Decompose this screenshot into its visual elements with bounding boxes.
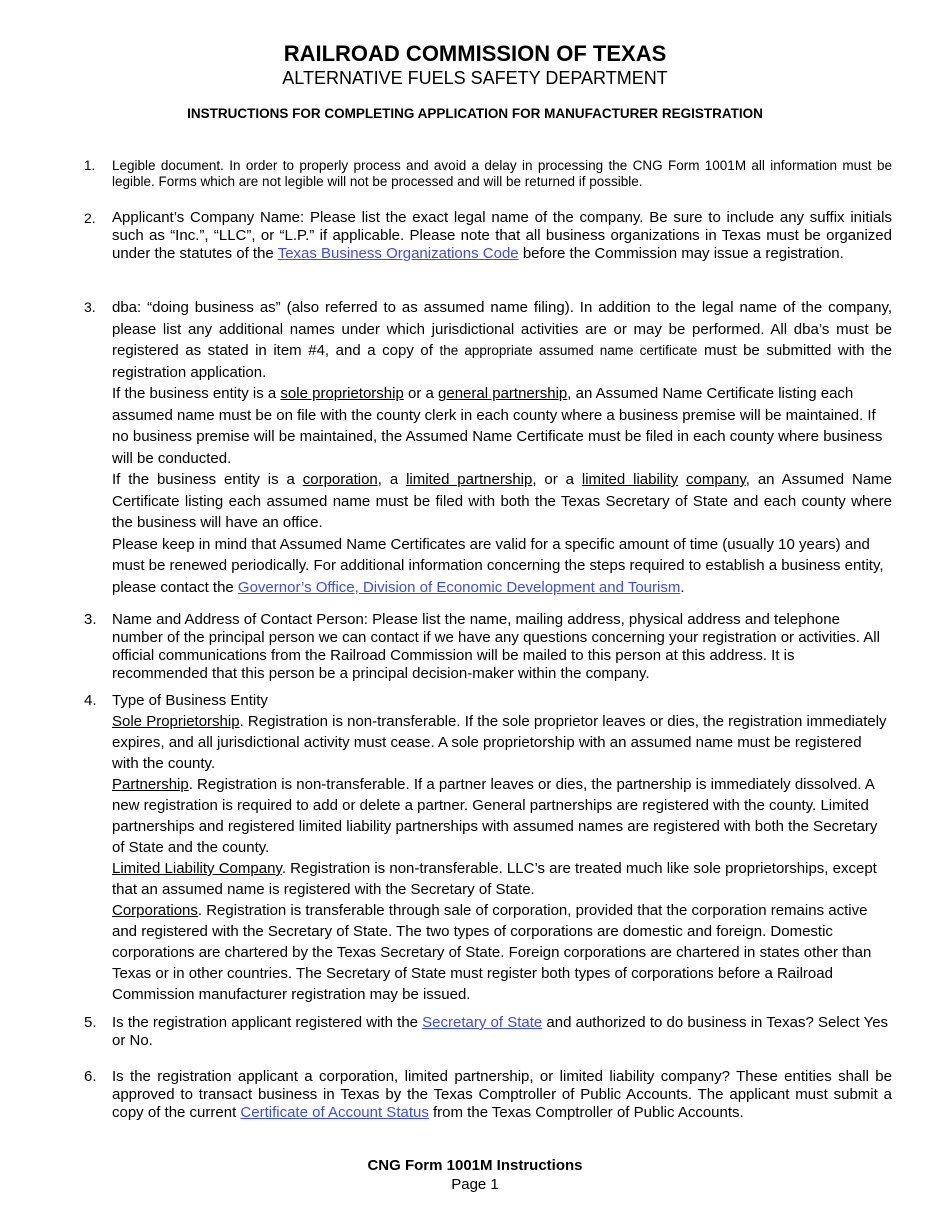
text-span: before the Commission may issue a registration. <box>518 245 844 262</box>
item-number: 5. <box>84 1014 97 1031</box>
text-span: the appropriate assumed name certificate <box>439 343 698 358</box>
item-paragraph <box>112 297 892 383</box>
text-span: . Registration is non-transferable. LLC’s are treated much like sole proprietorships, except that an assumed name is registered with the Secretary of State. <box>112 860 877 898</box>
item-number: 4. <box>84 692 97 709</box>
text-span: . <box>680 578 685 596</box>
text-span: Is the registration applicant a corporation, limited partnership, or limited liability company? These entities shall be approved to transact business in Texas by the Texas Comptroller of Public Accounts. The applicant must submit a copy of the current <box>112 1068 892 1121</box>
item-number: 3. <box>84 299 96 315</box>
item-paragraph <box>112 469 892 534</box>
item-text <box>112 1068 892 1122</box>
item-paragraph: Name and Address of Contact Person: Please list the name, mailing address, physical address and telephone number of the principal person we can contact if we have any questions concerning your registration or activities. All official communications from the Railroad Commission will be mailed to this person at this address. It is recommended that this person be a principal decision-maker within the company. <box>112 611 880 682</box>
text-span: If the business entity is a <box>112 385 281 402</box>
underlined-term: sole proprietorship <box>280 385 404 402</box>
underlined-term: Partnership <box>112 776 189 793</box>
secretary-of-state-link[interactable]: Secretary of State <box>422 1014 543 1031</box>
item-text <box>112 158 892 190</box>
text-span: Applicant’s Company Name: Please list the exact legal name of the company. Be sure to include any suffix initials such as “Inc.”, “LLC”, or “L.P.” if applicable. Please note that all business organizations in Texas must be organized under the statutes of the <box>112 209 892 262</box>
text-span: and authorized to do business in Texas? Select Yes or No. <box>112 1014 889 1049</box>
item-paragraph: Legible document. In order to properly process and avoid a delay in processing the CNG Form 1001M all information must be legible. Forms which are not legible will not be processed and will be returned if possible. <box>112 158 892 189</box>
texas-business-organizations-code-link[interactable]: Texas Business Organizations Code <box>277 245 519 262</box>
item-paragraph <box>112 383 892 469</box>
item-paragraph <box>112 209 892 263</box>
text-span: Is the registration applicant registered with the <box>112 1014 423 1031</box>
text-span: . Registration is transferable through sale of corporation, provided that the corporation remains active and registered with the Secretary of State. The two types of corporations are domestic and foreign. Domestic corporations are chartered by the Texas Secretary of State. Foreign corporations are chartered in states other than Texas or in other countries. The Secretary of State must register both types of corporations before a Railroad Commission manufacturer registration may be issued. <box>112 902 872 1003</box>
governors-office-link[interactable]: Governor’s Office, Division of Economic Development and Tourism <box>237 578 681 596</box>
underlined-term: company <box>686 471 746 488</box>
footer-title: CNG Form 1001M Instructions <box>367 1157 583 1174</box>
certificate-of-account-status-link[interactable]: Certificate of Account Status <box>240 1104 429 1121</box>
document-subtitle: ALTERNATIVE FUELS SAFETY DEPARTMENT <box>282 68 668 88</box>
underlined-term: Corporations <box>112 902 198 919</box>
underlined-term: corporation, <box>302 471 382 488</box>
item-heading: Type of Business Entity <box>112 692 268 709</box>
item-number: 6. <box>84 1068 97 1085</box>
text-span: a <box>381 471 407 488</box>
item-number: 3. <box>84 611 97 628</box>
text-span: from the Texas Comptroller of Public Accounts. <box>428 1104 744 1121</box>
item-paragraph <box>112 858 892 900</box>
text-span <box>678 471 686 488</box>
item-paragraph <box>112 900 892 1005</box>
item-paragraph <box>112 711 892 774</box>
underlined-term: Limited Liability Company <box>112 860 282 877</box>
text-span: . Registration is non-transferable. If the sole proprietor leaves or dies, the registration immediately expires, and all jurisdictional activity must cease. A sole proprietorship with an assumed name must be registered with the county. <box>112 713 887 772</box>
text-span: or a <box>403 385 439 402</box>
underlined-term: limited partnership <box>406 471 533 488</box>
underlined-term: Sole Proprietorship <box>112 713 240 730</box>
item-text <box>112 209 892 263</box>
instructions-title: INSTRUCTIONS FOR COMPLETING APPLICATION FOR MANUFACTURER REGISTRATION <box>187 106 763 121</box>
item-text <box>112 1014 892 1050</box>
item-number: 2. <box>84 210 96 226</box>
item-text <box>112 690 892 1005</box>
item-text <box>112 297 892 598</box>
underlined-term: limited liability <box>581 471 679 488</box>
item-paragraph <box>112 1014 892 1050</box>
item-text <box>112 611 892 683</box>
item-paragraph <box>112 774 892 858</box>
item-paragraph <box>112 1068 892 1122</box>
text-span: If the business entity is a <box>112 471 303 488</box>
item-number: 1. <box>84 158 96 173</box>
underlined-term: general partnership <box>438 385 568 402</box>
text-span: , or a <box>532 471 582 488</box>
text-span: must be submitted with the registration application. <box>112 342 892 381</box>
text-span: , an Assumed Name Certificate listing each assumed name must be on file with the county clerk in each county where a business premise will be maintained. If no business premise will be maintained, the Assumed Name Certificate must be filed in each county where business will be conducted. <box>112 385 883 467</box>
text-span: . Registration is non-transferable. If a partner leaves or dies, the partnership is immediately dissolved. A new registration is required to add or delete a partner. General partnerships are registered with the county. Limited partnerships and registered limited liability partnerships with assumed names are registered with both the Secretary of State and the county. <box>112 776 878 856</box>
item-paragraph <box>112 534 892 599</box>
text-span: dba: “doing business as” (also referred to as assumed name filing). In addition to the legal name of the company, please list any additional names under which jurisdictional activities are or may be performed. All dba’s must be registered as stated in item #4, and a copy of <box>112 299 892 359</box>
document-title: RAILROAD COMMISSION OF TEXAS <box>283 41 667 66</box>
text-span: , an Assumed Name Certificate listing each assumed name must be filed with both the Texas Secretary of State and each county where the business will have an office. <box>112 471 893 531</box>
page-number: Page 1 <box>451 1176 499 1193</box>
text-span: Please keep in mind that Assumed Name Certificates are valid for a specific amount of time (usually 10 years) and must be renewed periodically. For additional information concerning the steps required to establish a business entity, please contact the <box>112 535 884 596</box>
